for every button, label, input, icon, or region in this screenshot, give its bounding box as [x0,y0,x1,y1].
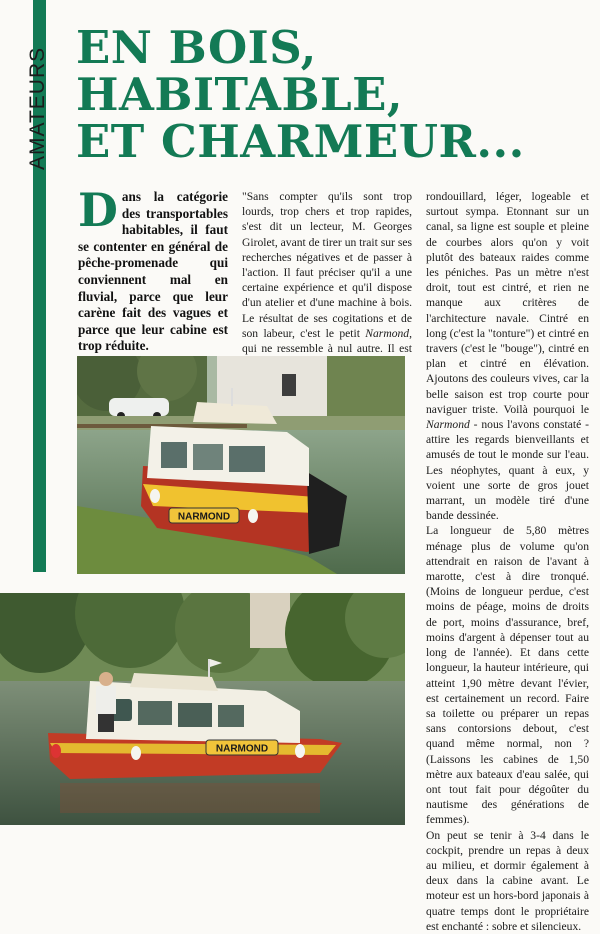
boat-name: Narmond [365,326,410,340]
lead-text: ans la catégorie des transportables habitables, il faut se contenter en général de pêche-promenade qui conviennent mal en fluvial, parce que leur carène fait des vagues et parce que leur cabine est trop réduite. [78,189,228,354]
photo-boat-moored [77,356,405,574]
hull-name-plate-1: NARMOND [177,511,231,523]
column-2 [242,189,412,371]
body-text: , qui ne ressemble à nul autre. Il est [242,326,412,356]
photo-boat-under-way [0,593,405,825]
rubric-label: AMATEURS [26,46,49,170]
column-2-paragraph [242,189,412,371]
headline-line-1: EN BOIS, [76,21,317,74]
body-text: - nous l'avons constaté - attire les regards bienveillants et amusés de tout le monde sur l'eau. Les néophytes, quant à eux, y voient une sorte de gros jouet marrant, un modèle tiré d'une bande dessinée. [426,418,589,523]
body-text: "Sans compter qu'ils sont trop lourds, trop chers et trop rapides, s'est dit un lecteur, M. Georges Girolet, avant de tirer un trait sur ses recherches négatives et de passer à l'action. Il faut préciser qu'il a une certaine expérience et qu'il dispose d'un atelier et d'une machine à bois. Le résultat de ses cogitations et de son labeur, c'est le petit [242,190,412,340]
column-3-paragraph-1 [426,189,589,523]
headline-line-2: HABITABLE, [76,68,404,121]
column-3 [426,189,589,934]
column-3-paragraph-3: On peut se tenir à 3-4 dans le cockpit, prendre un repas à deux au milieu, et dormir également à deux dans la cabine avant. Le moteur est un hors-bord japonais à quatre temps dont le propriétaire est enchanté : sobre et silencieux. [426,828,589,933]
headline [76,21,596,168]
body-text: rondouillard, léger, logeable et surtout sympa. Etonnant sur un canal, sa ligne est souple et pleine de courbes alors qu'on y voit plutôt des bateaux raides comme les péniches. Pas un mètre n'est droit, tout est cintré, et rien ne manque aux critères de l'architecture navale. Cintré en long (c'est la "tonture") et cintré en travers (c'est le "bouge"), cintré en plan et cintré en élévation. Ajoutons des couleurs vives, car la belle saison est trop courte pour naviguer triste. Voilà pourquoi le [426,190,589,416]
headline-line-3: ET CHARMEUR... [76,115,525,168]
lead-paragraph [78,183,228,355]
column-3-paragraph-2: La longueur de 5,80 mètres ménage plus de volume qu'on attendrait en raison de l'avant à marotte, c'est à dire tronqué. (Moins de longueur perdue, c'est moins de péage, moins de droits de port, moins d'assurance, bref, moins d'argent à dépenser tout au long de l'année). Et dans cette longueur, la hauteur intérieure, qui atteint 1,90 mètre devant l'évier, est certainement un record. Faire sa toilette ou préparer un repas sans contorsions debout, c'est quand même normal, non ? (Laissons les cabines de 1,50 mètre aux bateaux d'eau salée, qui ont tout fait pour dégoûter du nautisme des générations de femmes). [426,524,589,827]
rubric-label-wrap [4,30,49,170]
drop-cap: D [78,183,118,237]
boat-name: Narmond [426,418,470,432]
hull-name-plate-2: NARMOND [215,743,269,755]
